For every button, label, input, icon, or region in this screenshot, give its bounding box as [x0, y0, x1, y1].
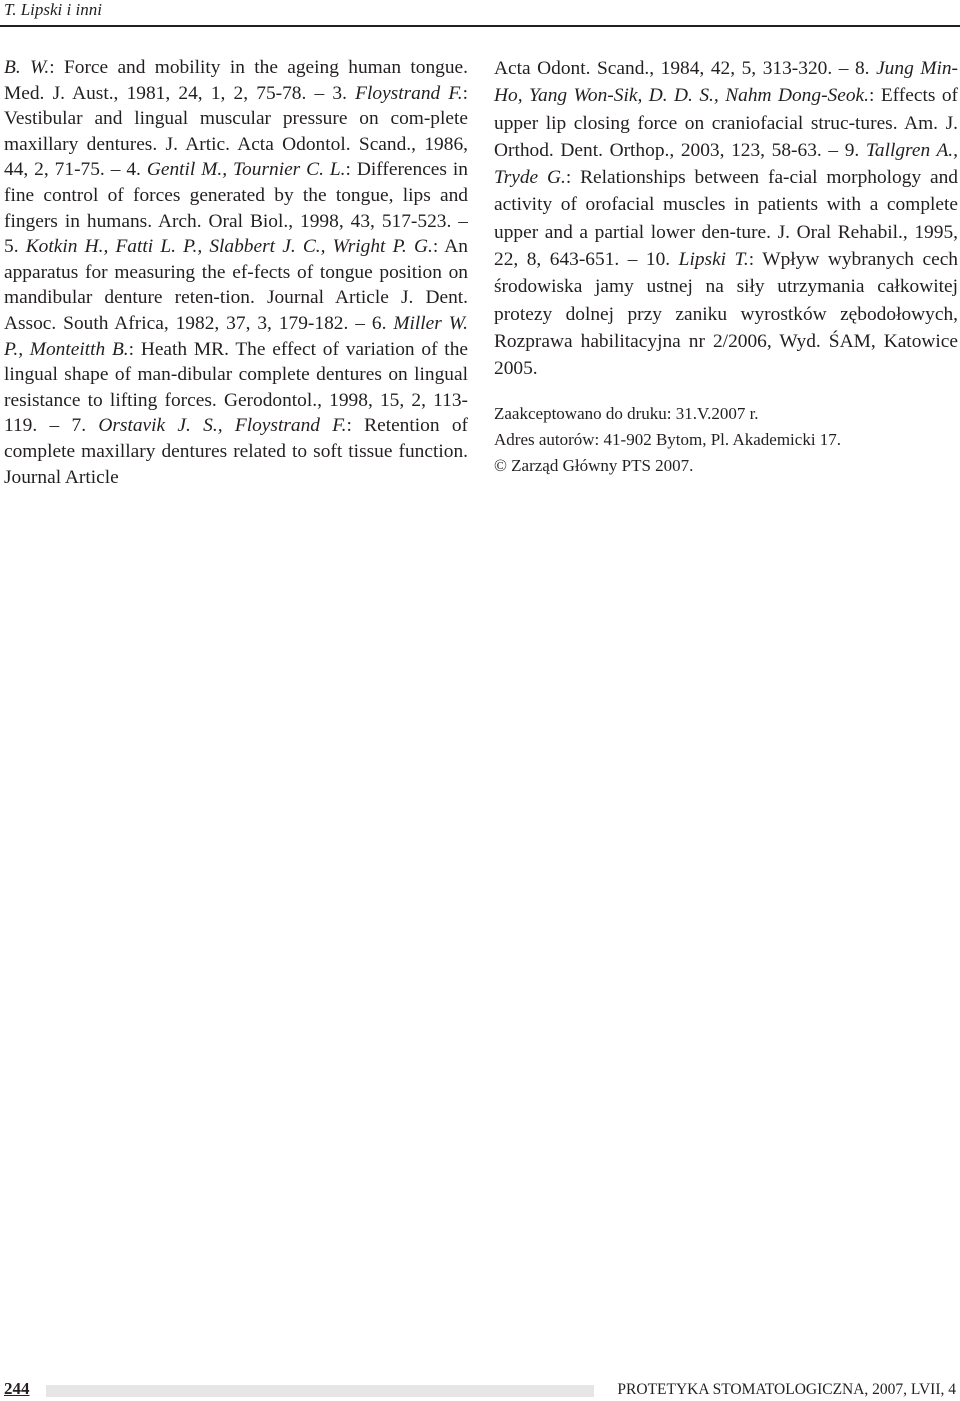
accepted-date: Zaakceptowano do druku: 31.V.2007 r.: [494, 403, 759, 423]
page-number: 244: [4, 1379, 30, 1398]
references-left-column: [4, 55, 468, 490]
ref-authors: Floystrand F.: [355, 82, 463, 104]
ref-text: : An apparatus for measuring the ef-fects of tongue position on mandibular denture reten-tion. Journal Article J. Dent. Assoc. South Africa, 1982, 37, 3, 179-182. – 6.: [4, 236, 468, 334]
references-paragraph: [4, 55, 468, 490]
ref-authors: B. W.: [4, 57, 50, 78]
ref-text: : Effects of upper lip closing force on craniofacial struc-tures. Am. J. Orthod. Dent. Orthop., 2003, 123, 58-63. – 9.: [494, 85, 958, 161]
ref-authors: Miller W. P., Monteitth B.: [4, 312, 468, 360]
article-meta: [494, 401, 958, 479]
ref-text: : Force and mobility in the ageing human tongue. Med. J. Aust., 1981, 24, 1, 2, 75-78. – 3.: [4, 57, 469, 104]
ref-authors: Orstavik J. S., Floystrand F.: [98, 415, 347, 437]
ref-text: : Heath MR. The effect of variation of the lingual shape of man-dibular complete dentures on lingual resistance to lifting forces. Gerodontol., 1998, 15, 2, 113-119. – 7.: [4, 338, 468, 437]
ref-authors: Tallgren A., Tryde G.: [494, 139, 958, 189]
ref-text: Acta Odont. Scand., 1984, 42, 5, 313-320. – 8.: [494, 58, 877, 79]
ref-text: : Vestibular and lingual muscular pressure on com-plete maxillary dentures. J. Artic. Acta Odontol. Scand., 1986, 44, 2, 71-75. – 4.: [4, 82, 469, 181]
ref-authors: Lipski T.: [678, 249, 749, 271]
footer-bar: [46, 1385, 594, 1397]
ref-text: : Wpływ wybranych cech środowiska jamy ustnej na siły utrzymania całkowitej protezy dolnej przy zaniku wyrostków zębodołowych, Rozprawa habilitacyjna nr 2/2006, Wyd. ŚAM, Katowice 2005.: [494, 249, 959, 380]
header-rule: [0, 25, 960, 27]
ref-authors: Gentil M., Tournier C. L.: [146, 159, 346, 181]
footer-journal: PROTETYKA STOMATOLOGICZNA, 2007, LVII, 4: [617, 1381, 956, 1398]
references-right-column: [494, 55, 958, 479]
author-address: Adres autorów: 41-902 Bytom, Pl. Akademicki 17.: [494, 429, 842, 449]
page-footer: [0, 1378, 960, 1400]
ref-authors: Jung Min-Ho, Yang Won-Sik, D. D. S., Nahm Dong-Seok.: [494, 58, 959, 107]
ref-text: : Differences in fine control of forces generated by the tongue, lips and fingers in humans. Arch. Oral Biol., 1998, 43, 517-523. – 5.: [4, 159, 468, 258]
ref-text: : Retention of complete maxillary dentures related to soft tissue function. Journal Article: [4, 415, 468, 488]
references-paragraph: [494, 55, 958, 383]
copyright: © Zarząd Główny PTS 2007.: [494, 455, 694, 475]
running-head: T. Lipski i inni: [4, 0, 102, 19]
ref-authors: Kotkin H., Fatti L. P., Slabbert J. C., Wright P. G.: [25, 236, 433, 258]
ref-text: : Relationships between fa-cial morphology and activity of orofacial muscles in patients with a complete upper and a partial lower den-ture. J. Oral Rehabil., 1995, 22, 8, 643-651. – 10.: [494, 167, 958, 271]
